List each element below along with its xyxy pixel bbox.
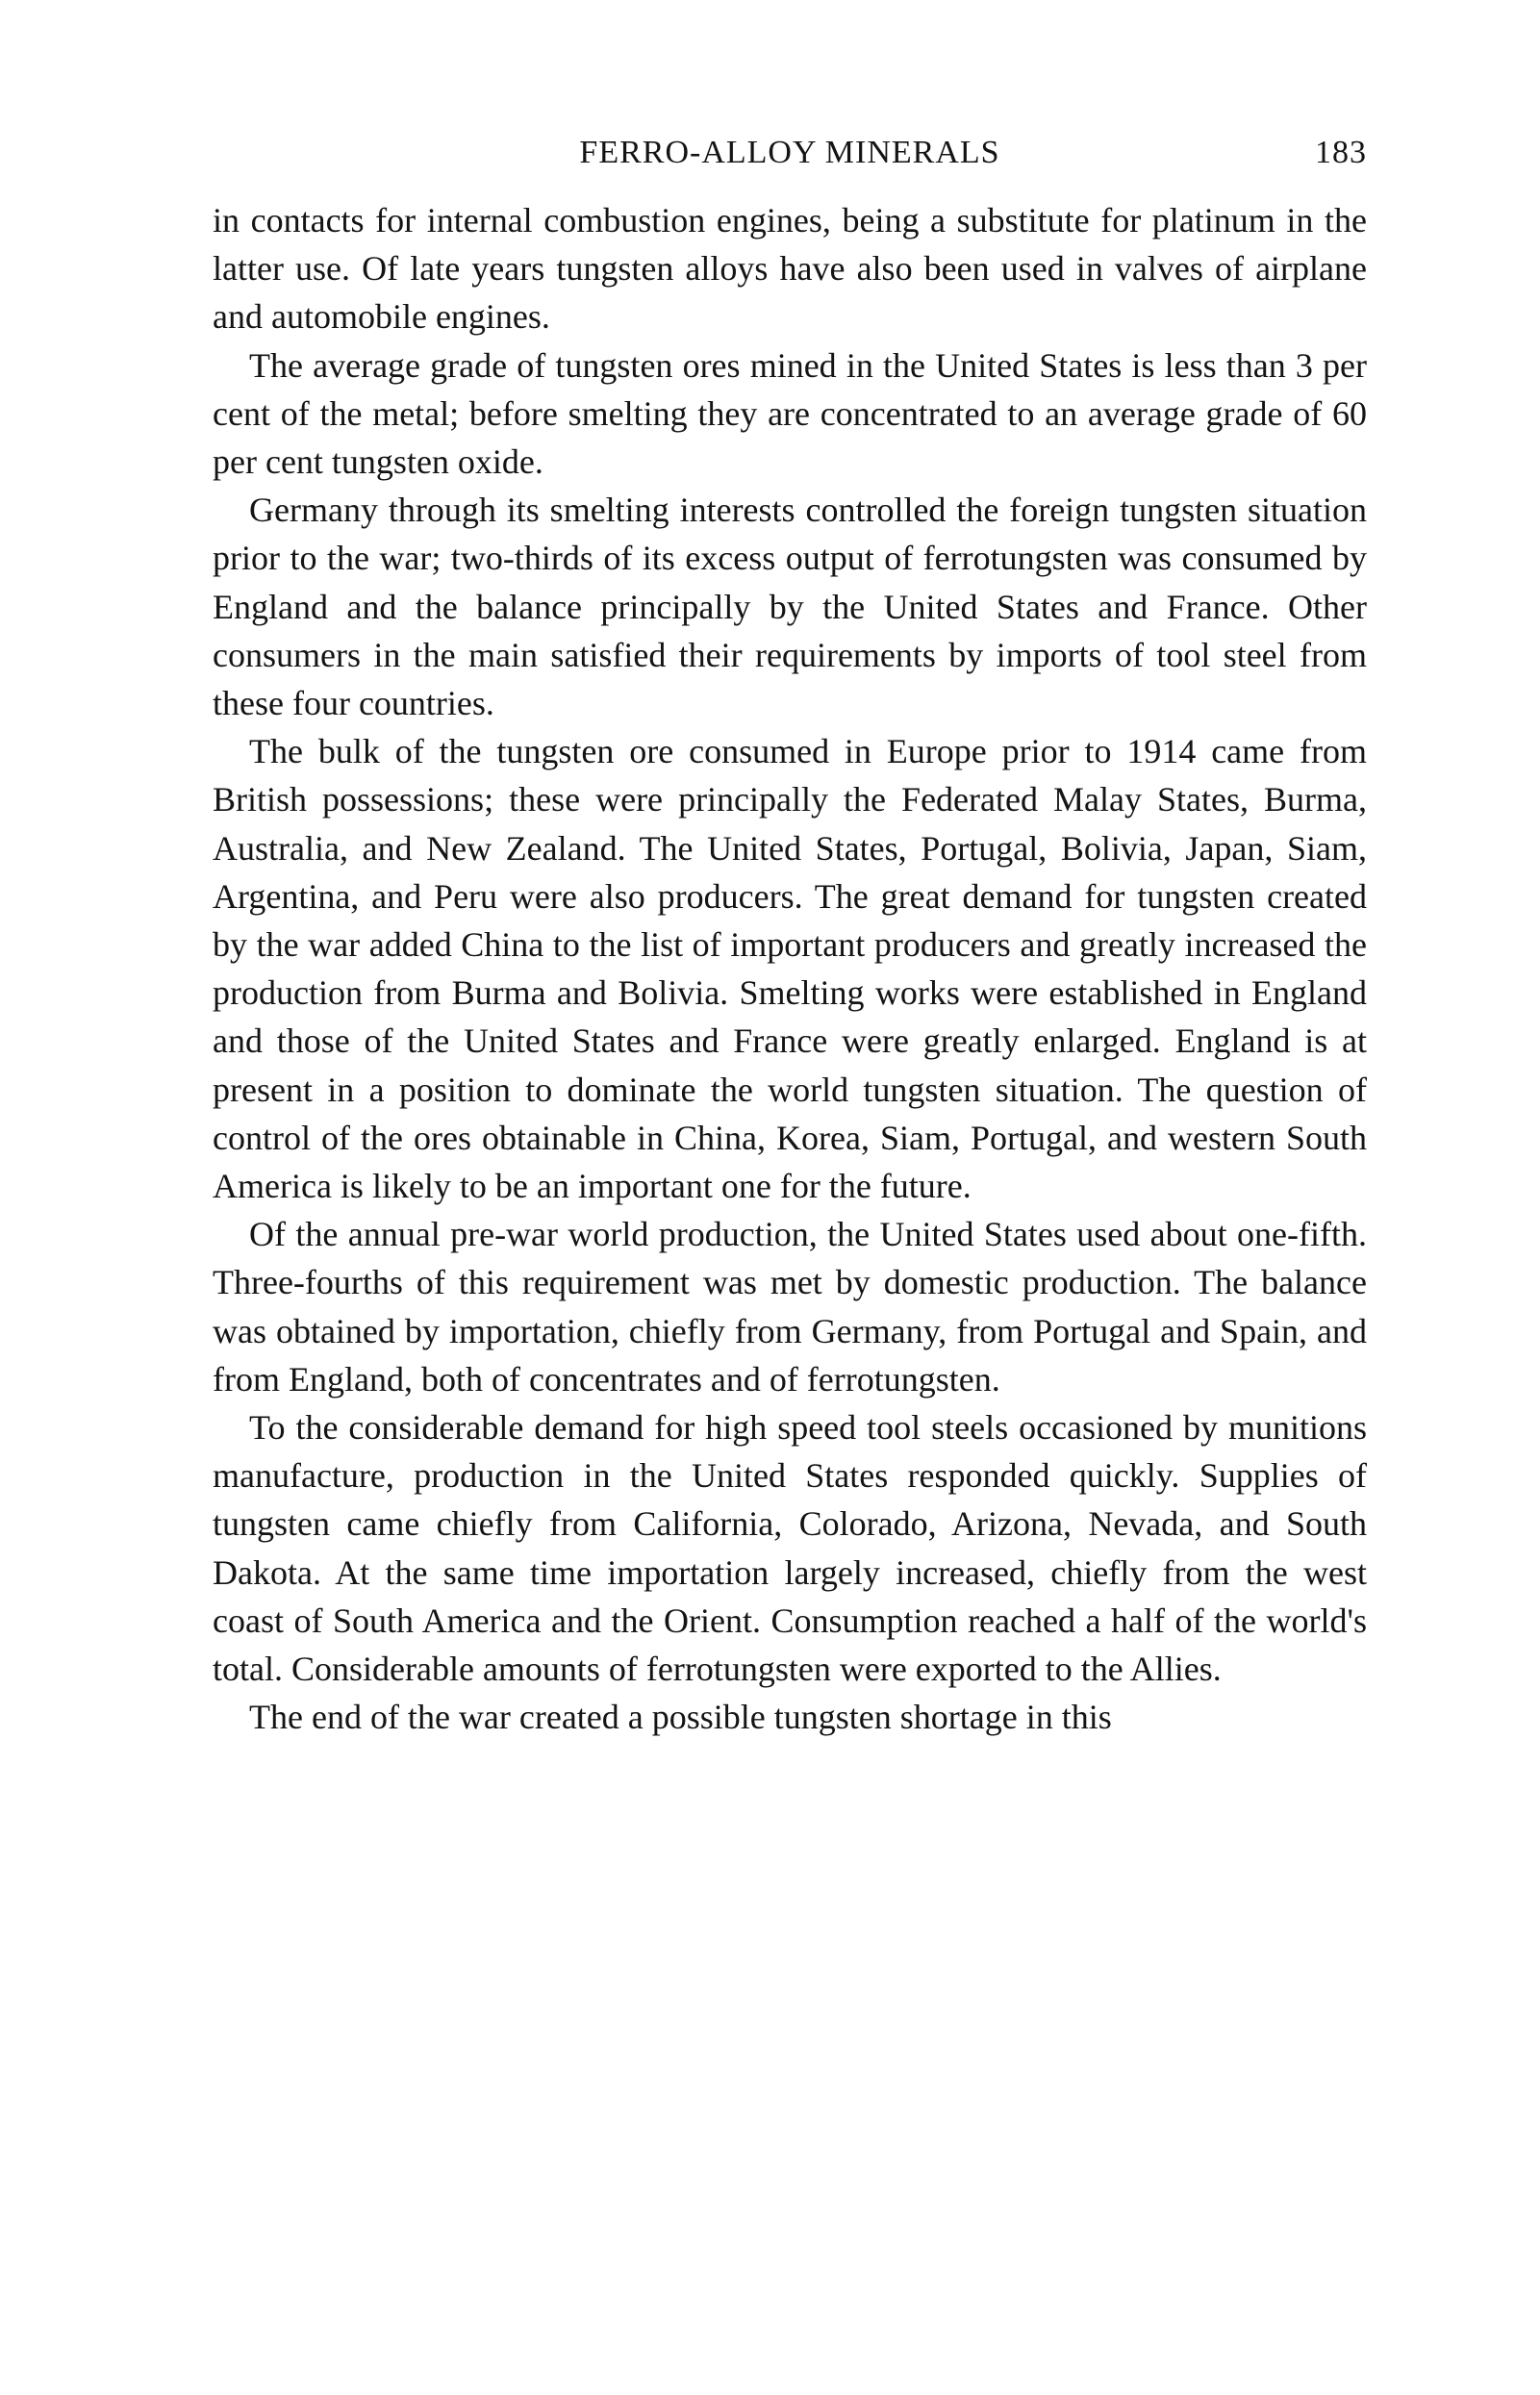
paragraph: To the considerable demand for high speed tool steels occasioned by munitions manufacture, production in the United States responded quickly. Supplies of tungsten came chiefly from California, Colorado, Arizona, Nevada, and South Dakota. At the same time importation largely increased, chiefly from the west coast of South America and the Orient. Consumption reached a half of the world's total. Considerable amounts of ferrotungsten were exported to the Allies. [213, 1408, 1367, 1689]
book-page [213, 135, 1367, 1742]
paragraph: The average grade of tungsten ores mined in the United States is less than 3 per cent of the metal; before smelting they are concentrated to an average grade of 60 per cent tungsten oxide. [213, 345, 1367, 482]
running-title: FERRO-ALLOY MINERALS [579, 135, 1000, 170]
paragraph-continued: in contacts for internal combustion engines, being a substitute for platinum in the latter use. Of late years tungsten alloys have also been used in valves of airplane and automobile engines. [213, 201, 1367, 337]
paragraph: The end of the war created a possible tungsten shortage in this [249, 1698, 1112, 1737]
paragraph: Germany through its smelting interests controlled the foreign tungsten situation prior to the war; two-thirds of its excess output of ferrotungsten was consumed by England and the balance principally by the United States and France. Other consumers in the main satisfied their requirements by imports of tool steel from these four countries. [213, 491, 1367, 723]
page-number: 183 [1315, 135, 1367, 170]
page-header [213, 135, 1367, 183]
paragraph: The bulk of the tungsten ore consumed in Europe prior to 1914 came from British possessions; these were principally the Federated Malay States, Burma, Australia, and New Zealand. The United States, Portugal, Bolivia, Japan, Siam, Argentina, and Peru were also producers. The great demand for tungsten created by the war added China to the list of important producers and greatly increased the production from Burma and Bolivia. Smelting works were established in England and those of the United States and France were greatly enlarged. England is at present in a position to dominate the world tungsten situation. The question of control of the ores obtainable in China, Korea, Siam, Portugal, and western South America is likely to be an important one for the future. [213, 732, 1367, 1206]
paragraph: Of the annual pre-war world production, the United States used about one-fifth. Three-fourths of this requirement was met by domestic production. The balance was obtained by importation, chiefly from Germany, from Portugal and Spain, and from England, both of concentrates and of ferrotungsten. [213, 1215, 1367, 1399]
page-body [213, 196, 1367, 1742]
